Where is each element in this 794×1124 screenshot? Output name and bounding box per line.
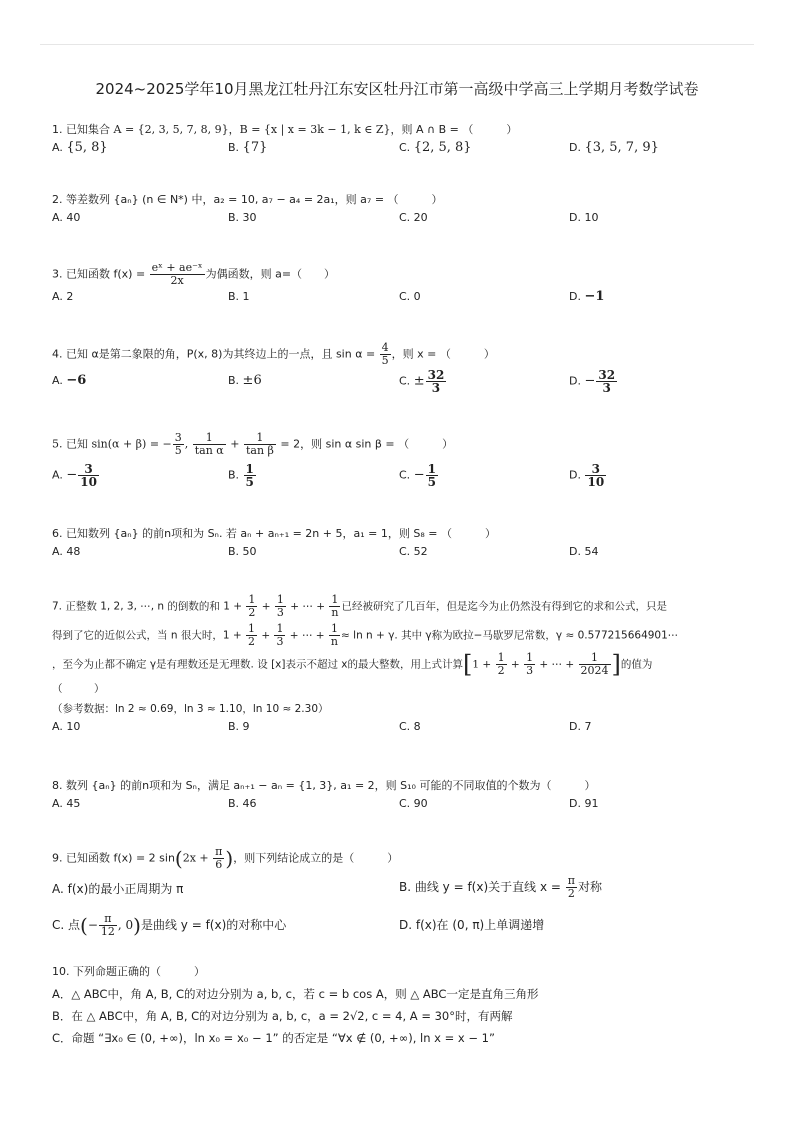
- q5-option-a[interactable]: A. − $\frac{3}{10}$: [52, 462, 97, 489]
- q1-set-b: B = {x | x = 3k − 1, k ∈ Z}: [239, 123, 391, 136]
- q7-option-a[interactable]: A. 10: [52, 720, 81, 733]
- q8-option-a[interactable]: A. 45: [52, 797, 81, 810]
- q7-line2-post: ≈ ln n + γ. 其中 γ称为欧拉−马歇罗尼常数，γ ≈ 0.577215664901⋯: [341, 629, 679, 642]
- question-10: [52, 964, 742, 1046]
- q6-option-a[interactable]: A. 48: [52, 545, 81, 558]
- question-4: [52, 342, 742, 409]
- q5-option-c[interactable]: C. − $\frac{1}{5}$: [399, 462, 436, 489]
- page-top-rule: [40, 44, 754, 45]
- q2-option-b[interactable]: B. 30: [228, 211, 257, 224]
- q7-line3-pre: ，至今为止都不确定 γ是有理数还是无理数. 设 [x]表示不超过 x的最大整数，用上式计算: [52, 658, 464, 671]
- q9-option-a[interactable]: A. f(x)的最小正周期为 π: [52, 882, 184, 896]
- q6-stem: 6. 已知数列 {aₙ} 的前n项和为 Sₙ. 若 aₙ + aₙ₊₁ = 2n + 5，a₁ = 1，则 S₈ = （ ）: [52, 527, 496, 540]
- page-title: 2024~2025学年10月黑龙江牡丹江东安区牡丹江市第一高级中学高三上学期月考数学试卷: [95, 80, 699, 98]
- q4-stem-pre: 4. 已知 α是第二象限的角，P(x, 8)为其终边上的一点，且 sin α =: [52, 347, 379, 361]
- q2-option-c[interactable]: C. 20: [399, 211, 428, 224]
- q1-option-b[interactable]: B. {7}: [228, 140, 268, 155]
- q1-stem-pre: 1. 已知集合: [52, 123, 114, 136]
- q3-option-a[interactable]: A. 2: [52, 290, 74, 303]
- q2-option-d[interactable]: D. 10: [569, 211, 599, 224]
- q9-stem-pre: 9. 已知函数 f(x) = 2 sin: [52, 851, 175, 865]
- q1-option-a[interactable]: A. {5, 8}: [52, 140, 108, 155]
- q4-stem-post: ，则 x = （ ）: [391, 347, 495, 361]
- q10-option-b[interactable]: B．在 △ ABC中，角 A, B, C的对边分别为 a, b, c，a = 2√2, c = 4, A = 30°时，有两解: [52, 1009, 513, 1023]
- q9-option-c[interactable]: C. 点(− $\frac{\pi}{12}$ , 0)是曲线 y = f(x)的对称中心: [52, 912, 287, 938]
- q7-line2-pre: 得到了它的近似公式，当 n 很大时，1 +: [52, 629, 245, 642]
- q8-stem: 8. 数列 {aₙ} 的前n项和为 Sₙ，满足 aₙ₊₁ − aₙ = {1, 3}, a₁ = 2，则 S₁₀ 可能的不同取值的个数为（ ）: [52, 779, 596, 792]
- q1-option-d[interactable]: D. {3, 5, 7, 9}: [569, 140, 659, 155]
- q1-stem-post: ，则 A ∩ B = （ ）: [390, 123, 518, 136]
- question-3: [52, 262, 742, 311]
- q2-option-a[interactable]: A. 40: [52, 211, 81, 224]
- q6-option-c[interactable]: C. 52: [399, 545, 428, 558]
- q3-option-b[interactable]: B. 1: [228, 290, 250, 303]
- q6-option-d[interactable]: D. 54: [569, 545, 599, 558]
- q4-option-d[interactable]: D. − $\frac{32}{3}$: [569, 368, 616, 395]
- q10-stem: 10. 下列命题正确的（ ）: [52, 965, 205, 978]
- q9-option-b[interactable]: B. 曲线 y = f(x)关于直线 x = $\frac{\pi}{2}$ 对称: [399, 874, 603, 900]
- q7-reference: （参考数据：ln 2 ≈ 0.69，ln 3 ≈ 1.10，ln 10 ≈ 2.30）: [52, 703, 329, 715]
- q4-option-c[interactable]: C. ± $\frac{32}{3}$: [399, 368, 445, 395]
- q5-option-d[interactable]: D. $\frac{3}{10}$: [569, 462, 605, 489]
- q3-option-c[interactable]: C. 0: [399, 290, 421, 303]
- q5-stem-pre: 5. 已知 sin(α + β) = −: [52, 437, 172, 451]
- q3-fraction: $\frac{\text{eˣ + ae⁻ˣ}}{2x}$: [151, 261, 203, 287]
- q8-option-c[interactable]: C. 90: [399, 797, 428, 810]
- q7-line1-pre: 7. 正整数 1, 2, 3, ⋯, n 的倒数的和 1 +: [52, 600, 246, 613]
- q6-option-b[interactable]: B. 50: [228, 545, 257, 558]
- q7-option-c[interactable]: C. 8: [399, 720, 421, 733]
- q7-option-b[interactable]: B. 9: [228, 720, 250, 733]
- q5-frac-3: $\frac{1}{\text{tan β}}$: [245, 431, 274, 457]
- q5-stem-post: = 2，则 sin α sin β = （ ）: [276, 437, 454, 451]
- q5-frac-1: $\frac{3}{5}$: [174, 431, 182, 457]
- q4-option-a[interactable]: A. −6: [52, 373, 87, 388]
- q3-option-d[interactable]: D. −1: [569, 289, 605, 304]
- question-8: [52, 778, 742, 818]
- q7-line3-post: 的值为: [620, 658, 653, 671]
- q9-option-d[interactable]: D. f(x)在 (0, π)上单调递增: [399, 918, 545, 932]
- question-2: [52, 192, 742, 232]
- question-5: 5. 已知 sin(α + β) = − $\frac{3}{5}$ , $\frac{1}{\text{tan α}}$ + $\frac{1}{\text{tan β}}$ = 2，则 sin α sin β = （ ） A. − $\frac{3}{10}$ B. $\frac{1}{5}$ C. − $\frac{1}{5}$ D. $\frac{3}{10}$: [52, 432, 742, 503]
- q4-option-b[interactable]: B. ±6: [228, 373, 262, 388]
- q2-stem: 2. 等差数列 {aₙ} (n ∈ N*) 中，a₂ = 10, a₇ − a₄ = 2a₁，则 a₇ = （ ）: [52, 193, 443, 206]
- q1-set-a: A = {2, 3, 5, 7, 8, 9}: [113, 123, 229, 136]
- q7-line1-post: 已经被研究了几百年，但是迄今为止仍然没有得到它的求和公式，只是: [341, 600, 667, 613]
- question-1: 1. 已知集合 A = {2, 3, 5, 7, 8, 9}，B = {x | x = 3k − 1, k ∈ Z}，则 A ∩ B = （ ） A. {5, 8} B. {7} C. {2, 5, 8} D. {3, 5, 7, 9}: [52, 123, 659, 155]
- q7-paren: （ ）: [52, 683, 105, 695]
- q4-fraction: $\frac{4}{5}$: [381, 341, 389, 367]
- q10-option-a[interactable]: A．△ ABC中，角 A, B, C的对边分别为 a, b, c，若 c = b cos A，则 △ ABC一定是直角三角形: [52, 987, 539, 1001]
- question-7: 7. 正整数 1, 2, 3, ⋯, n 的倒数的和 1 + $\frac{1}{2}$ + $\frac{1}{3}$ + ⋯ + $\frac{1}{n}$ 已经被研究了几百年，但是迄今为止仍然没有得到它的求和公式，只是 得到了它的近似公式，当 n 很大时，1 + $\frac{1}{2}$ + $\frac{1}{3}$ + ⋯ + $\frac{1}{n}$ ≈ ln n + γ. 其中 γ称为欧拉−马歇罗尼常数，γ ≈ 0.577215664901⋯ ，至今为止都不确定 γ是有理数还是无理数. 设 [x]表示不超过 x的最大整数，用上式计算[1 + $\frac{1}{2}$ + $\frac{1}{3}$ + ⋯ + $\frac{1}{2024}$ ]的值为 （ ） （参考数据：ln 2 ≈ 0.69，ln 3 ≈ 1.10，ln 10 ≈ 2.30） A. 10 B. 9 C. 8 D. 7: [52, 594, 742, 741]
- q10-option-c[interactable]: C．命题 “∃x₀ ∈ (0, +∞)，ln x₀ = x₀ − 1” 的否定是 “∀x ∉ (0, +∞), ln x = x − 1”: [52, 1031, 495, 1045]
- q7-option-d[interactable]: D. 7: [569, 720, 592, 733]
- q3-stem-post: 为偶函数，则 a=（ ）: [205, 267, 336, 281]
- q9-stem-post: ，则下列结论成立的是（ ）: [233, 851, 399, 865]
- question-9: 9. 已知函数 f(x) = 2 sin(2x + $\frac{\pi}{6}$ )，则下列结论成立的是（ ） A. f(x)的最小正周期为 π B. 曲线 y = f(x)关于直线 x = $\frac{\pi}{2}$ 对称 C. 点(− $\frac{\pi}{12}$ , 0)是曲线 y = f(x)的对称中心 D. f(x)在 (0, π)上单调递增: [52, 845, 603, 938]
- q3-stem-pre: 3. 已知函数 f(x) =: [52, 267, 149, 281]
- q1-option-c[interactable]: C. {2, 5, 8}: [399, 140, 472, 155]
- q5-option-b[interactable]: B. $\frac{1}{5}$: [228, 462, 254, 489]
- q8-option-b[interactable]: B. 46: [228, 797, 257, 810]
- q8-option-d[interactable]: D. 91: [569, 797, 599, 810]
- question-6: [52, 526, 742, 566]
- q5-frac-2: $\frac{1}{\text{tan α}}$: [194, 431, 224, 457]
